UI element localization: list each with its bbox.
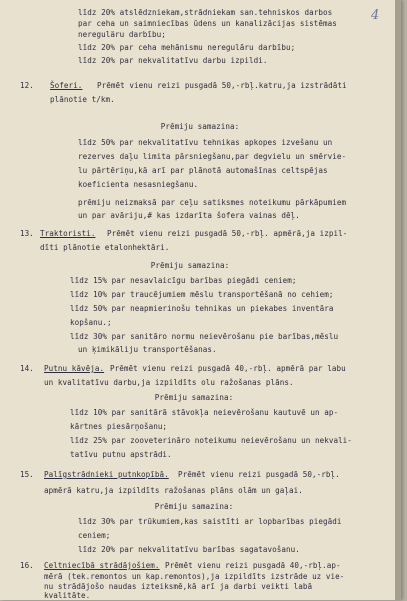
text-line: līdz 20% atslēdzniekam,strādniekam san.tehniskos darbos xyxy=(78,8,333,17)
text-line: līdz 30% par trūkumiem,kas saistīti ar lopbarības piegādi xyxy=(78,517,342,526)
text-line: kvalitāte. xyxy=(44,591,91,600)
text-line: ceniem; xyxy=(78,531,111,540)
text-line: un par avāriju,# kas izdarīta šofera vainas dēļ. xyxy=(78,211,300,220)
text-line: Prēmēt vienu reizi pusgadā 50,-rbļ.katru,ja izstrādāti xyxy=(97,81,347,90)
text-line: apmērā katru,ja izpildīts ražošanas plāns olām un gaļai. xyxy=(44,486,303,495)
subheading: Prēmiju samazina: xyxy=(160,122,240,131)
text-line: Prēmēt vienu reizi pusgadā 40,-rbļ. apmērā par labu xyxy=(110,364,346,373)
text-line: līdz 30% par sanitāro normu neievērošanu pie barības,mēslu xyxy=(70,332,339,341)
text-line: plānotie t/km. xyxy=(50,95,115,104)
text-line: kopšanu.; xyxy=(70,318,112,327)
text-line: koeficienta nesasniegšanu. xyxy=(78,180,199,189)
text-line: nu strādājošo naudas izteiksmē,kā arī ja darbi veikti labā xyxy=(44,582,313,591)
text-line: un ķimikāliju transportēšanas. xyxy=(78,345,217,354)
text-line: un kvalitatīvu darbu,ja izpildīts olu ražošanas plāns. xyxy=(44,378,294,387)
text-line: līdz 20% par nekvalitatīvu barības sagatavošanu. xyxy=(78,545,300,554)
text-line: Prēmēt vienu reizi pusgadā 40,-rbļ.ap- xyxy=(165,561,341,570)
text-line: par ceha un saimniecības ūdens un kanalizācijas sistēmas xyxy=(78,19,337,28)
text-line: tatīvu putnu apstrādi. xyxy=(70,450,172,459)
text-line: rezerves daļu limita pārsniegšanu,par degvielu un smērvie- xyxy=(78,152,347,161)
section-number: 16. xyxy=(20,561,34,570)
section-title: Putnu kāvēja. xyxy=(44,364,105,373)
text-line: līdz 15% par nesavlaicīgu barības piegādi ceniem; xyxy=(70,276,297,285)
section-title: Traktoristi. xyxy=(40,229,96,238)
section-number: 13. xyxy=(20,229,34,238)
subheading: Prēmiju samazina: xyxy=(150,261,230,270)
section-number: 14. xyxy=(20,364,34,373)
text-line: nereguläru darbību; xyxy=(78,30,166,39)
page-edge xyxy=(395,0,401,600)
section-title: Celtniecībā strādājošiem. xyxy=(44,561,160,570)
subheading: Prēmiju samazina: xyxy=(154,393,234,402)
text-line: līdz 50% par neapmierinošu tehnikas un piekabes inventāra xyxy=(70,304,334,313)
text-line: mērā (tek.remontos un kap.remontos),ja izpildīts izstrāde uz vie- xyxy=(44,572,345,581)
text-line: līdz 10% par traucējumiem mēslu transportēšanā no cehiem; xyxy=(70,290,334,299)
text-line: dīti plānotie etalonhektāri. xyxy=(40,243,170,252)
subheading: Prēmiju samazina: xyxy=(154,502,234,511)
text-line: Prēmēt vienu reizi pusgadā 50,-rbļ. xyxy=(178,470,340,479)
section-number: 12. xyxy=(20,81,34,90)
text-line: kārtnes piesārņošanu; xyxy=(70,422,168,431)
text-line: līdz 25% par zooveterināro noteikumu neievērošanu un nekvali- xyxy=(70,436,352,445)
section-number: 15. xyxy=(20,470,34,479)
page-number: 4 xyxy=(371,8,380,23)
text-line: līdz 50% par nekvalitatīvu tehnikas apkopes izvešanu un xyxy=(78,138,333,147)
text-line: lu pārtēriņu,kā arī par plānotā automašīnas celtspējas xyxy=(78,166,328,175)
text-line: prēmiju neizmaksā par ceļu satiksmes noteikumu pārkāpumiem xyxy=(78,198,347,207)
text-line: Prēmēt vienu reizi pusgadā 50,-rbļ. apmērā,ja izpil- xyxy=(107,229,348,238)
text-line: līdz 10% par sanitārā stāvokļa neievērošanu kautuvē un ap- xyxy=(70,408,339,417)
text-line: līdz 20% par nekvalitatīvu darbu izpildi. xyxy=(78,56,268,65)
section-title: Palīgstrādnieki putnkopībā. xyxy=(44,470,169,479)
text-line: līdz 20% par ceha mehānismu neregulāru darbību; xyxy=(78,43,296,52)
section-title: Šoferi. xyxy=(50,81,83,90)
